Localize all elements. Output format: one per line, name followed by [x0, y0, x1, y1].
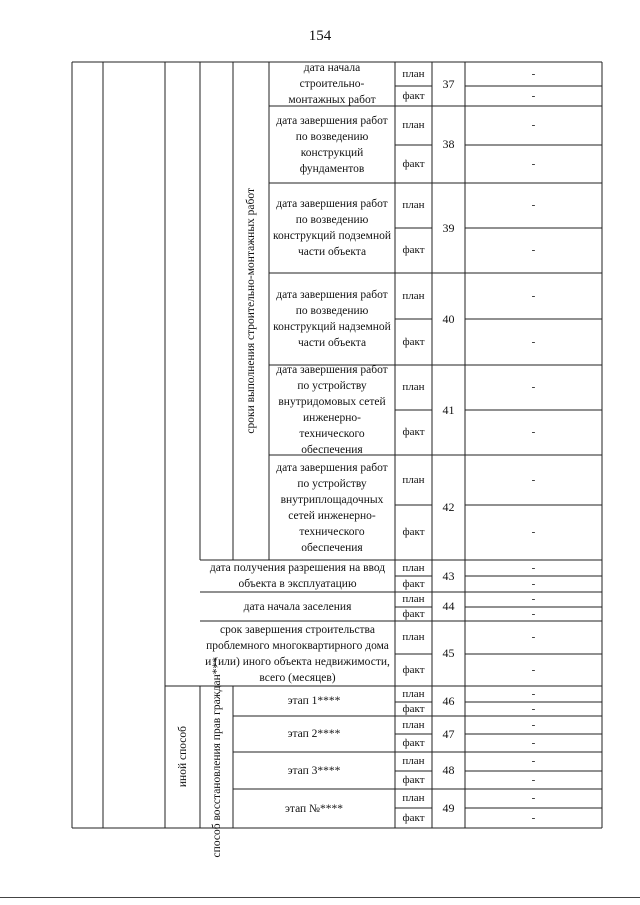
plan-value: -: [531, 199, 536, 212]
fact-label: факт: [402, 89, 425, 102]
fact-value: -: [531, 702, 536, 715]
row-label: дата получения разрешения на ввод объекта в эксплуатацию: [209, 562, 386, 590]
row-number: 47: [442, 726, 455, 741]
fact-value: -: [531, 244, 536, 257]
fact-label: факт: [402, 736, 425, 749]
plan-value: -: [531, 67, 536, 80]
plan-label: план: [402, 718, 425, 731]
row-label: дата начала заселения: [243, 600, 352, 613]
row-label: этап 2****: [287, 728, 341, 740]
plan-label: план: [402, 119, 425, 132]
row-number: 45: [442, 646, 455, 661]
row-number: 38: [442, 137, 455, 152]
row-label: этап №****: [284, 802, 344, 815]
fact-value: -: [531, 577, 536, 590]
row-label: срок завершения строительства проблемного многоквартирного дома и (или) иного объекта недвижимости, всего (месяцев): [205, 623, 390, 684]
plan-value: -: [531, 381, 536, 394]
fact-value: -: [531, 426, 536, 439]
row-label: дата завершения работ по возведению конструкций надземной части объекта: [273, 289, 391, 349]
row-label: дата начала строительно-монтажных работ: [288, 62, 376, 106]
fact-label: факт: [402, 526, 425, 539]
fact-label: факт: [402, 157, 425, 170]
row-number: 44: [442, 599, 455, 614]
plan-label: план: [402, 473, 425, 486]
plan-value: -: [531, 119, 536, 132]
plan-value: -: [531, 718, 536, 731]
fact-label: факт: [402, 607, 425, 620]
plan-value: -: [531, 755, 536, 768]
fact-label: факт: [402, 702, 425, 715]
fact-label: факт: [402, 811, 425, 824]
plan-label: план: [402, 593, 425, 606]
fact-value: -: [531, 736, 536, 749]
fact-value: -: [531, 607, 536, 620]
plan-value: -: [531, 561, 536, 574]
vertical-label-restoration-method: способ восстановления прав граждан***: [211, 656, 223, 858]
plan-label: план: [402, 561, 425, 574]
row-label: дата завершения работ по устройству внутриплощадочных сетей инженерно-технического обеспечения: [276, 461, 388, 554]
row-number: 40: [442, 311, 455, 326]
footer-rule: [0, 897, 640, 898]
plan-label: план: [402, 381, 425, 394]
plan-value: -: [531, 593, 536, 606]
plan-label: план: [402, 755, 425, 768]
row-number: 41: [442, 402, 455, 417]
fact-value: -: [531, 89, 536, 102]
fact-value: -: [531, 526, 536, 539]
fact-value: -: [531, 811, 536, 824]
plan-value: -: [531, 687, 536, 700]
row-number: 49: [442, 801, 455, 816]
plan-label: план: [402, 289, 425, 302]
fact-label: факт: [402, 773, 425, 786]
row-label: этап 1****: [287, 695, 341, 707]
plan-label: план: [402, 67, 425, 80]
fact-label: факт: [402, 335, 425, 348]
fact-label: факт: [402, 663, 425, 676]
fact-value: -: [531, 663, 536, 676]
plan-label: план: [402, 631, 425, 644]
row-label: дата завершения работ по возведению конструкций фундаментов: [276, 114, 388, 175]
row-number: 39: [442, 220, 455, 235]
fact-label: факт: [402, 426, 425, 439]
row-label: дата завершения работ по возведению конструкций подземной части объекта: [273, 198, 391, 258]
row-number: 43: [442, 568, 455, 583]
row-number: 37: [442, 76, 455, 91]
fact-value: -: [531, 335, 536, 348]
vertical-label-other-method: иной способ: [176, 726, 189, 788]
row-number: 48: [442, 763, 455, 778]
row-number: 42: [442, 500, 455, 515]
fact-value: -: [531, 157, 536, 170]
fact-label: факт: [402, 244, 425, 257]
plan-value: -: [531, 289, 536, 302]
row-label: этап 3****: [287, 764, 341, 777]
fact-value: -: [531, 773, 536, 786]
plan-value: -: [531, 631, 536, 644]
plan-value: -: [531, 792, 536, 805]
plan-value: -: [531, 473, 536, 486]
plan-label: план: [402, 792, 425, 805]
plan-label: план: [402, 687, 425, 700]
plan-label: план: [402, 199, 425, 212]
page-number: 154: [308, 28, 332, 44]
row-label: дата завершения работ по устройству внутридомовых сетей инженерно-технического обеспечения: [276, 364, 388, 456]
fact-label: факт: [402, 577, 425, 590]
vertical-label-construction-terms: сроки выполнения строительно-монтажных работ: [245, 188, 257, 434]
row-number: 46: [442, 693, 455, 708]
